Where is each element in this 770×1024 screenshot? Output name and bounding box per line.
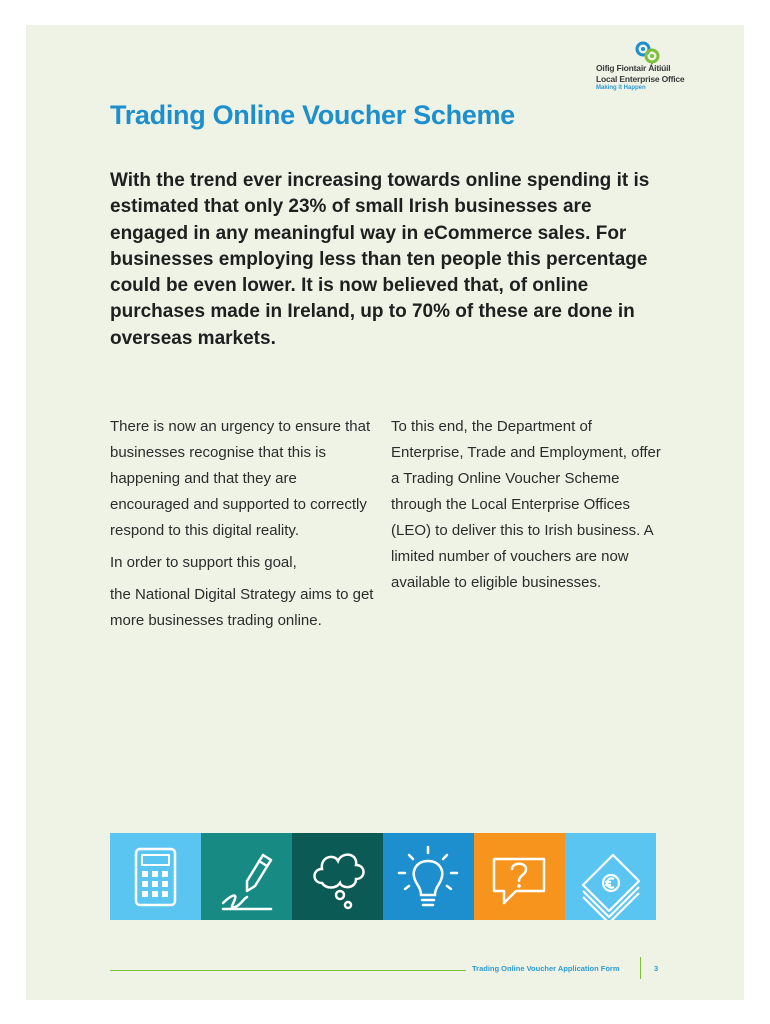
thought-bubble-icon (292, 833, 383, 920)
signature-tile (201, 833, 292, 920)
logo-irish-name: Oifig Fiontair Áitiúil (596, 63, 671, 73)
leo-logo-mark-icon (634, 41, 660, 65)
left-paragraph-3: the National Digital Strategy aims to get more businesses trading online. (110, 586, 374, 629)
question-speech-icon (474, 833, 565, 920)
page-title: Trading Online Voucher Scheme (110, 100, 515, 130)
lightbulb-icon (383, 833, 474, 920)
left-column (110, 414, 378, 634)
right-paragraph-1: To this end, the Department of Enterprise, Trade and Employment, offer a Trading Online Voucher Scheme through the Local Enterprise Offices (LEO) to deliver this to Irish business. A limited number of vouchers are now available to eligible businesses. (391, 418, 661, 591)
left-paragraph-2: In order to support this goal, (110, 554, 297, 571)
intro-paragraph: With the trend ever increasing towards online spending it is estimated that only 23% of small Irish businesses are engaged in any meaningful way in eCommerce sales. For businesses employing less than ten people this percentage could be even lower. It is now believed that, of online purchases made in Ireland, up to 70% of these are done in overseas markets. (110, 170, 650, 349)
page-number: 3 (654, 964, 659, 973)
footer-label: Trading Online Voucher Application Form (472, 964, 620, 973)
signature-pen-icon (201, 833, 292, 920)
question-tile (474, 833, 565, 920)
euro-banknotes-icon (565, 833, 656, 920)
calculator-icon (110, 833, 201, 920)
calculator-tile (110, 833, 201, 920)
document-page (26, 25, 744, 1000)
icon-strip (110, 833, 656, 920)
left-paragraph-1: There is now an urgency to ensure that businesses recognise that this is happening and that they are encouraged and supported to correctly respond to this digital reality. (110, 418, 371, 539)
footer-rule (110, 970, 466, 971)
banknotes-tile (565, 833, 656, 920)
footer-divider (640, 957, 641, 979)
right-column (391, 414, 661, 596)
leo-logo (566, 41, 685, 91)
lightbulb-tile (383, 833, 474, 920)
logo-english-name: Local Enterprise Office (596, 74, 685, 84)
thought-tile (292, 833, 383, 920)
logo-tagline: Making it Happen (596, 85, 646, 91)
